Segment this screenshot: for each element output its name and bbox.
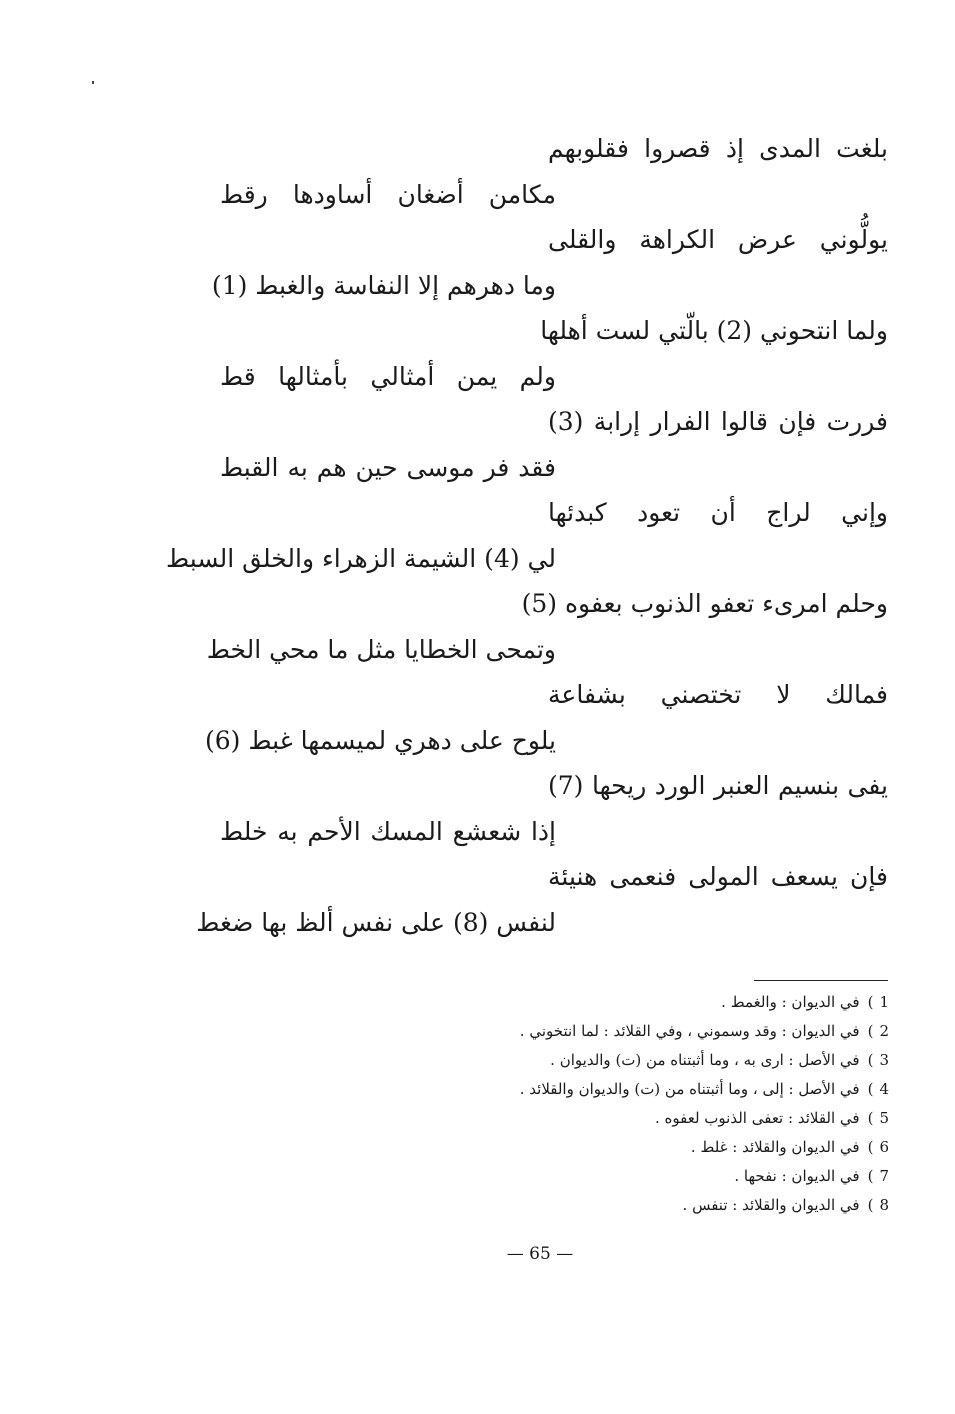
verse-second-hemistich: مكامن أضغان أساودها رقط: [220, 179, 556, 209]
footnote-text: في القلائد : تعفى الذنوب لعفوه .: [655, 1109, 860, 1127]
verse-first-hemistich: يولُّوني عرض الكراهة والقلى: [548, 225, 888, 254]
verse-first-hemistich: بلغت المدى إذ قصروا فقلوبهم: [548, 134, 888, 163]
footnote-number: 8: [879, 1196, 889, 1214]
verse-second-hemistich: ولم يمن أمثالي بأمثالها قط: [220, 361, 556, 391]
footnote-paren: ): [867, 1051, 874, 1069]
verse-first-hemistich: ولما انتحوني (2) بالّتي لست أهلها: [540, 316, 888, 345]
footnote-number: 5: [879, 1109, 889, 1127]
footnote: [329, 1133, 889, 1162]
footnote-paren: ): [867, 1022, 874, 1040]
footnote-number: 7: [879, 1167, 889, 1185]
footnote: [329, 1162, 889, 1191]
verse-first-hemistich: فإن يسعف المولى فنعمى هنيئة: [548, 862, 888, 891]
footnote-text: في الديوان والقلائد : تنفس .: [682, 1196, 860, 1214]
print-speck: [92, 81, 94, 84]
footnote-text: في الأصل : ارى به ، وما أثبتناه من (ت) والديوان .: [550, 1051, 860, 1069]
verse-second-hemistich: وتمحى الخطايا مثل ما محي الخط: [206, 634, 556, 664]
footnote-number: 2: [879, 1022, 889, 1040]
verse-first-hemistich: فررت فإن قالوا الفرار إرابة (3): [548, 407, 888, 436]
footnote-text: في الديوان : وقد وسموني ، وفي القلائد : لما انتخوني .: [519, 1022, 860, 1040]
footnote-text: في الديوان والقلائد : غلط .: [690, 1138, 860, 1156]
footnote-paren: ): [867, 1138, 874, 1156]
footnote: [329, 988, 889, 1017]
footnote-text: في الديوان : والغمط .: [721, 993, 860, 1011]
footnote-paren: ): [867, 1080, 874, 1098]
verse-second-hemistich: إذا شعشع المسك الأحم به خلط: [220, 816, 556, 846]
verse-first-hemistich: وحلم امرىء تعفو الذنوب بعفوه (5): [521, 589, 888, 618]
footnote-paren: ): [867, 1109, 874, 1127]
verse-first-hemistich: فمالك لا تختصني بشفاعة: [548, 680, 888, 709]
footnote-number: 1: [879, 993, 889, 1011]
footnotes-block: [329, 988, 889, 1220]
verse-first-hemistich: يفى بنسيم العنبر الورد ريحها (7): [548, 771, 888, 800]
verse-second-hemistich: لنفس (8) على نفس ألظ بها ضغط: [196, 907, 556, 937]
verse-second-hemistich: وما دهرهم إلا النفاسة والغبط (1): [211, 270, 556, 300]
footnote-text: في الأصل : إلى ، وما أثبتناه من (ت) والديوان والقلائد .: [519, 1080, 860, 1098]
footnote-number: 3: [879, 1051, 889, 1069]
footnote: [329, 1075, 889, 1104]
footnote: [329, 1104, 889, 1133]
footnote: [329, 1046, 889, 1075]
verse-second-hemistich: لي (4) الشيمة الزهراء والخلق السبط: [166, 543, 556, 573]
verse-second-hemistich: يلوح على دهري لميسمها غبط (6): [204, 725, 556, 755]
footnote: [329, 1191, 889, 1220]
footnote-text: في الديوان : نفحها .: [734, 1167, 860, 1185]
footnote-number: 4: [879, 1080, 889, 1098]
footnote-paren: ): [867, 993, 874, 1011]
verse-second-hemistich: فقد فر موسى حين هم به القبط: [220, 452, 556, 482]
footnote-number: 6: [879, 1138, 889, 1156]
footnote-paren: ): [867, 1167, 874, 1185]
footnote-paren: ): [867, 1196, 874, 1214]
footnote: [329, 1017, 889, 1046]
page-number: — 65 —: [506, 1244, 574, 1264]
verse-first-hemistich: وإني لراج أن تعود كبدئها: [548, 498, 888, 527]
footnote-separator: [754, 980, 888, 981]
